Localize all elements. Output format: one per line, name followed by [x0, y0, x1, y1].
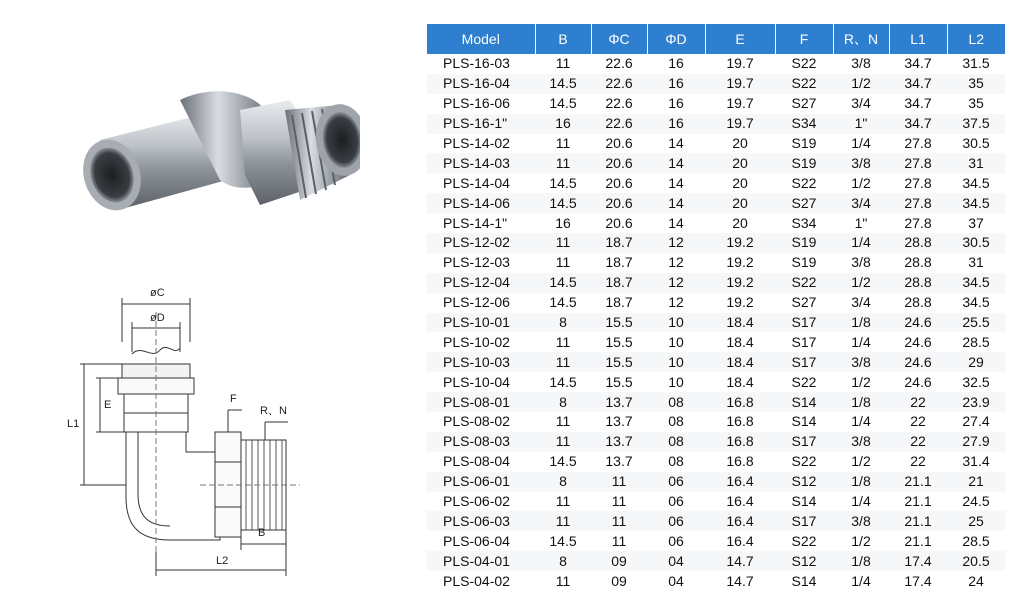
table-cell: 15.5	[591, 313, 647, 333]
table-cell: 08	[647, 432, 705, 452]
table-cell: 3/8	[833, 511, 889, 531]
table-cell: 1/4	[833, 492, 889, 512]
table-cell: S12	[775, 551, 833, 571]
table-cell: 1/8	[833, 551, 889, 571]
table-cell: 22	[889, 412, 947, 432]
column-header: E	[705, 24, 775, 54]
table-cell: 27.8	[889, 134, 947, 154]
table-cell: S19	[775, 134, 833, 154]
column-header: ΦD	[647, 24, 705, 54]
table-row	[427, 531, 1005, 551]
table-cell: 14.5	[535, 193, 591, 213]
table-cell: S14	[775, 492, 833, 512]
table-cell: 09	[591, 551, 647, 571]
table-cell: 14.5	[535, 273, 591, 293]
table-cell: 16.8	[705, 452, 775, 472]
table-cell: 1/2	[833, 74, 889, 94]
table-cell: 18.7	[591, 273, 647, 293]
table-cell: 06	[647, 531, 705, 551]
table-cell: 34.7	[889, 54, 947, 74]
table-cell: 18.7	[591, 253, 647, 273]
table-row	[427, 153, 1005, 173]
column-header: ΦC	[591, 24, 647, 54]
table-cell: 31	[947, 253, 1005, 273]
table-cell: 21.1	[889, 511, 947, 531]
table-cell: 17.4	[889, 571, 947, 591]
table-cell: 14	[647, 134, 705, 154]
table-cell: 14	[647, 193, 705, 213]
table-cell: 14.5	[535, 452, 591, 472]
table-cell: 3/8	[833, 54, 889, 74]
table-cell: 11	[535, 253, 591, 273]
table-cell: 04	[647, 571, 705, 591]
table-cell: S22	[775, 452, 833, 472]
table-cell: 18.4	[705, 313, 775, 333]
table-row	[427, 173, 1005, 193]
table-cell: S34	[775, 213, 833, 233]
table-cell: 11	[535, 332, 591, 352]
table-cell: 11	[591, 472, 647, 492]
model-cell: PLS-12-02	[427, 233, 535, 253]
table-cell: S17	[775, 432, 833, 452]
table-cell: 34.7	[889, 74, 947, 94]
table-cell: 15.5	[591, 332, 647, 352]
table-cell: 14.7	[705, 571, 775, 591]
table-cell: 22	[889, 452, 947, 472]
table-cell: 06	[647, 511, 705, 531]
table-cell: 13.7	[591, 452, 647, 472]
table-row	[427, 134, 1005, 154]
table-cell: 1/4	[833, 412, 889, 432]
model-cell: PLS-14-03	[427, 153, 535, 173]
model-cell: PLS-12-06	[427, 293, 535, 313]
table-cell: 11	[591, 492, 647, 512]
table-cell: 14	[647, 153, 705, 173]
table-cell: 1/4	[833, 571, 889, 591]
model-cell: PLS-16-04	[427, 74, 535, 94]
model-cell: PLS-10-02	[427, 332, 535, 352]
table-cell: 08	[647, 452, 705, 472]
model-cell: PLS-16-06	[427, 94, 535, 114]
table-cell: 08	[647, 392, 705, 412]
f-label: F	[230, 393, 237, 405]
product-photo	[60, 80, 360, 250]
table-cell: 20.6	[591, 173, 647, 193]
table-cell: 11	[535, 352, 591, 372]
table-cell: S14	[775, 392, 833, 412]
table-row	[427, 253, 1005, 273]
table-cell: 14.5	[535, 94, 591, 114]
model-cell: PLS-06-04	[427, 531, 535, 551]
table-cell: 20	[705, 134, 775, 154]
table-cell: 22.6	[591, 54, 647, 74]
table-cell: 21	[947, 472, 1005, 492]
table-cell: 34.7	[889, 94, 947, 114]
table-row	[427, 352, 1005, 372]
table-cell: 11	[535, 571, 591, 591]
l2-label: L2	[216, 555, 229, 567]
table-cell: 16	[647, 54, 705, 74]
table-cell: 27.8	[889, 173, 947, 193]
table-cell: 20	[705, 213, 775, 233]
b-label: B	[258, 527, 266, 539]
table-cell: 34.5	[947, 273, 1005, 293]
table-cell: 35	[947, 74, 1005, 94]
model-cell: PLS-04-01	[427, 551, 535, 571]
table-cell: 18.4	[705, 332, 775, 352]
table-cell: 21.1	[889, 492, 947, 512]
table-cell: 27.8	[889, 153, 947, 173]
table-cell: 27.8	[889, 193, 947, 213]
table-cell: 11	[535, 511, 591, 531]
column-header: Model	[427, 24, 535, 54]
table-cell: 28.8	[889, 253, 947, 273]
table-cell: 19.7	[705, 114, 775, 134]
table-row	[427, 273, 1005, 293]
table-cell: 19.7	[705, 94, 775, 114]
table-cell: 19.7	[705, 54, 775, 74]
table-cell: 28.8	[889, 233, 947, 253]
table-cell: S17	[775, 352, 833, 372]
table-cell: 19.2	[705, 253, 775, 273]
table-cell: 1/2	[833, 173, 889, 193]
table-row	[427, 74, 1005, 94]
spec-table	[427, 24, 1005, 591]
table-row	[427, 372, 1005, 392]
table-cell: 18.4	[705, 372, 775, 392]
table-cell: S19	[775, 233, 833, 253]
model-cell: PLS-04-02	[427, 571, 535, 591]
table-cell: 3/8	[833, 253, 889, 273]
table-cell: 13.7	[591, 392, 647, 412]
table-cell: 22	[889, 392, 947, 412]
table-cell: 27.8	[889, 213, 947, 233]
table-cell: 14.7	[705, 551, 775, 571]
table-cell: 31	[947, 153, 1005, 173]
table-cell: 32.5	[947, 372, 1005, 392]
table-cell: 37	[947, 213, 1005, 233]
table-cell: 8	[535, 472, 591, 492]
model-cell: PLS-08-04	[427, 452, 535, 472]
model-cell: PLS-16-03	[427, 54, 535, 74]
table-row	[427, 233, 1005, 253]
table-cell: 24.6	[889, 313, 947, 333]
table-cell: 16.4	[705, 531, 775, 551]
model-cell: PLS-10-01	[427, 313, 535, 333]
table-cell: 37.5	[947, 114, 1005, 134]
table-cell: 10	[647, 313, 705, 333]
table-cell: 8	[535, 551, 591, 571]
table-cell: 22.6	[591, 114, 647, 134]
table-cell: 3/8	[833, 153, 889, 173]
table-cell: S27	[775, 94, 833, 114]
table-cell: 3/8	[833, 432, 889, 452]
model-cell: PLS-10-04	[427, 372, 535, 392]
model-cell: PLS-06-01	[427, 472, 535, 492]
spec-table-container	[427, 24, 1005, 591]
column-header: L1	[889, 24, 947, 54]
table-row	[427, 492, 1005, 512]
table-cell: S22	[775, 74, 833, 94]
table-cell: 19.2	[705, 293, 775, 313]
table-cell: 34.5	[947, 293, 1005, 313]
table-cell: 24.5	[947, 492, 1005, 512]
model-cell: PLS-14-02	[427, 134, 535, 154]
table-cell: S22	[775, 54, 833, 74]
table-cell: 20.6	[591, 134, 647, 154]
table-cell: 20	[705, 153, 775, 173]
table-cell: 11	[591, 511, 647, 531]
table-cell: 16.4	[705, 492, 775, 512]
table-cell: 34.5	[947, 193, 1005, 213]
model-cell: PLS-16-1"	[427, 114, 535, 134]
table-cell: 1/2	[833, 452, 889, 472]
model-cell: PLS-06-03	[427, 511, 535, 531]
table-cell: 16.8	[705, 392, 775, 412]
table-cell: 15.5	[591, 352, 647, 372]
table-cell: 3/4	[833, 293, 889, 313]
table-cell: 22.6	[591, 94, 647, 114]
model-cell: PLS-12-03	[427, 253, 535, 273]
table-row	[427, 452, 1005, 472]
table-cell: 12	[647, 293, 705, 313]
table-cell: 28.8	[889, 293, 947, 313]
table-cell: 20	[705, 193, 775, 213]
table-row	[427, 114, 1005, 134]
rn-label: R、N	[260, 405, 287, 417]
phi-d-label: øD	[150, 312, 165, 324]
table-cell: 16	[535, 114, 591, 134]
table-cell: 24	[947, 571, 1005, 591]
table-cell: 3/8	[833, 352, 889, 372]
model-cell: PLS-06-02	[427, 492, 535, 512]
table-cell: 04	[647, 551, 705, 571]
table-cell: 14	[647, 173, 705, 193]
table-cell: S22	[775, 273, 833, 293]
table-cell: 22.6	[591, 74, 647, 94]
table-cell: 24.6	[889, 372, 947, 392]
table-cell: 19.2	[705, 273, 775, 293]
table-cell: 10	[647, 352, 705, 372]
table-cell: 16.8	[705, 412, 775, 432]
table-cell: 13.7	[591, 432, 647, 452]
table-cell: 22	[889, 432, 947, 452]
table-cell: 1/8	[833, 472, 889, 492]
table-cell: 31.5	[947, 54, 1005, 74]
column-header: L2	[947, 24, 1005, 54]
table-cell: 12	[647, 253, 705, 273]
table-cell: 13.7	[591, 412, 647, 432]
table-row	[427, 392, 1005, 412]
table-cell: 1"	[833, 213, 889, 233]
table-cell: 11	[535, 134, 591, 154]
table-cell: 21.1	[889, 531, 947, 551]
table-cell: S22	[775, 372, 833, 392]
table-cell: 8	[535, 313, 591, 333]
table-row	[427, 332, 1005, 352]
table-row	[427, 193, 1005, 213]
table-row	[427, 432, 1005, 452]
table-cell: 35	[947, 94, 1005, 114]
table-cell: 3/4	[833, 193, 889, 213]
table-cell: 1/4	[833, 134, 889, 154]
table-cell: 18.7	[591, 233, 647, 253]
table-cell: 19.2	[705, 233, 775, 253]
table-cell: 1/8	[833, 313, 889, 333]
model-cell: PLS-14-1"	[427, 213, 535, 233]
table-cell: 14.5	[535, 74, 591, 94]
table-cell: 25.5	[947, 313, 1005, 333]
model-cell: PLS-14-04	[427, 173, 535, 193]
table-header-row	[427, 24, 1005, 54]
table-cell: 24.6	[889, 352, 947, 372]
table-cell: 20.6	[591, 193, 647, 213]
table-cell: S14	[775, 412, 833, 432]
table-cell: S12	[775, 472, 833, 492]
table-row	[427, 54, 1005, 74]
table-cell: 20.6	[591, 213, 647, 233]
table-cell: S19	[775, 253, 833, 273]
table-cell: 16	[647, 74, 705, 94]
table-cell: 12	[647, 273, 705, 293]
table-row	[427, 313, 1005, 333]
table-cell: 34.5	[947, 173, 1005, 193]
model-cell: PLS-08-01	[427, 392, 535, 412]
table-cell: 21.1	[889, 472, 947, 492]
table-cell: 24.6	[889, 332, 947, 352]
table-cell: 28.5	[947, 531, 1005, 551]
table-cell: 30.5	[947, 233, 1005, 253]
table-cell: 1/2	[833, 531, 889, 551]
table-cell: 20.6	[591, 153, 647, 173]
l1-label: L1	[67, 418, 80, 430]
table-cell: S14	[775, 571, 833, 591]
table-cell: 16	[647, 114, 705, 134]
table-cell: 3/4	[833, 94, 889, 114]
table-cell: 08	[647, 412, 705, 432]
table-cell: 17.4	[889, 551, 947, 571]
table-cell: 12	[647, 233, 705, 253]
table-cell: 1"	[833, 114, 889, 134]
table-cell: 10	[647, 372, 705, 392]
table-row	[427, 213, 1005, 233]
table-cell: 16	[535, 213, 591, 233]
table-cell: 11	[535, 233, 591, 253]
table-row	[427, 571, 1005, 591]
table-row	[427, 293, 1005, 313]
column-header: B	[535, 24, 591, 54]
table-cell: 11	[535, 432, 591, 452]
table-row	[427, 551, 1005, 571]
column-header: F	[775, 24, 833, 54]
table-row	[427, 511, 1005, 531]
e-label: E	[104, 399, 112, 411]
table-cell: 06	[647, 472, 705, 492]
table-cell: 18.4	[705, 352, 775, 372]
table-cell: 8	[535, 392, 591, 412]
table-cell: 14.5	[535, 372, 591, 392]
table-cell: 16.4	[705, 472, 775, 492]
table-cell: 1/4	[833, 233, 889, 253]
table-cell: S22	[775, 173, 833, 193]
table-cell: S27	[775, 293, 833, 313]
table-row	[427, 472, 1005, 492]
phi-c-label: øC	[150, 287, 165, 299]
table-cell: 27.4	[947, 412, 1005, 432]
table-cell: 18.7	[591, 293, 647, 313]
table-cell: 20.5	[947, 551, 1005, 571]
model-cell: PLS-08-03	[427, 432, 535, 452]
dimension-drawing	[60, 282, 340, 582]
table-cell: 11	[535, 412, 591, 432]
table-cell: 28.5	[947, 332, 1005, 352]
table-cell: 10	[647, 332, 705, 352]
table-cell: 1/4	[833, 332, 889, 352]
table-cell: S17	[775, 313, 833, 333]
model-cell: PLS-14-06	[427, 193, 535, 213]
table-cell: 11	[591, 531, 647, 551]
column-header: R、N	[833, 24, 889, 54]
table-cell: 27.9	[947, 432, 1005, 452]
table-cell: S17	[775, 511, 833, 531]
table-cell: 34.7	[889, 114, 947, 134]
table-cell: 15.5	[591, 372, 647, 392]
table-row	[427, 94, 1005, 114]
table-row	[427, 412, 1005, 432]
table-cell: 25	[947, 511, 1005, 531]
table-cell: S34	[775, 114, 833, 134]
table-cell: S19	[775, 153, 833, 173]
table-cell: 11	[535, 492, 591, 512]
table-cell: S17	[775, 332, 833, 352]
table-cell: 28.8	[889, 273, 947, 293]
model-cell: PLS-12-04	[427, 273, 535, 293]
table-cell: 16.4	[705, 511, 775, 531]
table-cell: 09	[591, 571, 647, 591]
table-cell: 31.4	[947, 452, 1005, 472]
table-cell: 16	[647, 94, 705, 114]
table-cell: 1/2	[833, 273, 889, 293]
table-cell: 14	[647, 213, 705, 233]
table-cell: S22	[775, 531, 833, 551]
table-cell: 11	[535, 153, 591, 173]
table-cell: 1/8	[833, 392, 889, 412]
table-cell: 20	[705, 173, 775, 193]
table-cell: 14.5	[535, 293, 591, 313]
table-cell: 11	[535, 54, 591, 74]
table-cell: 06	[647, 492, 705, 512]
table-cell: S27	[775, 193, 833, 213]
table-cell: 1/2	[833, 372, 889, 392]
table-cell: 29	[947, 352, 1005, 372]
model-cell: PLS-10-03	[427, 352, 535, 372]
table-cell: 19.7	[705, 74, 775, 94]
table-cell: 30.5	[947, 134, 1005, 154]
table-cell: 14.5	[535, 531, 591, 551]
model-cell: PLS-08-02	[427, 412, 535, 432]
table-cell: 23.9	[947, 392, 1005, 412]
table-cell: 16.8	[705, 432, 775, 452]
table-cell: 14.5	[535, 173, 591, 193]
